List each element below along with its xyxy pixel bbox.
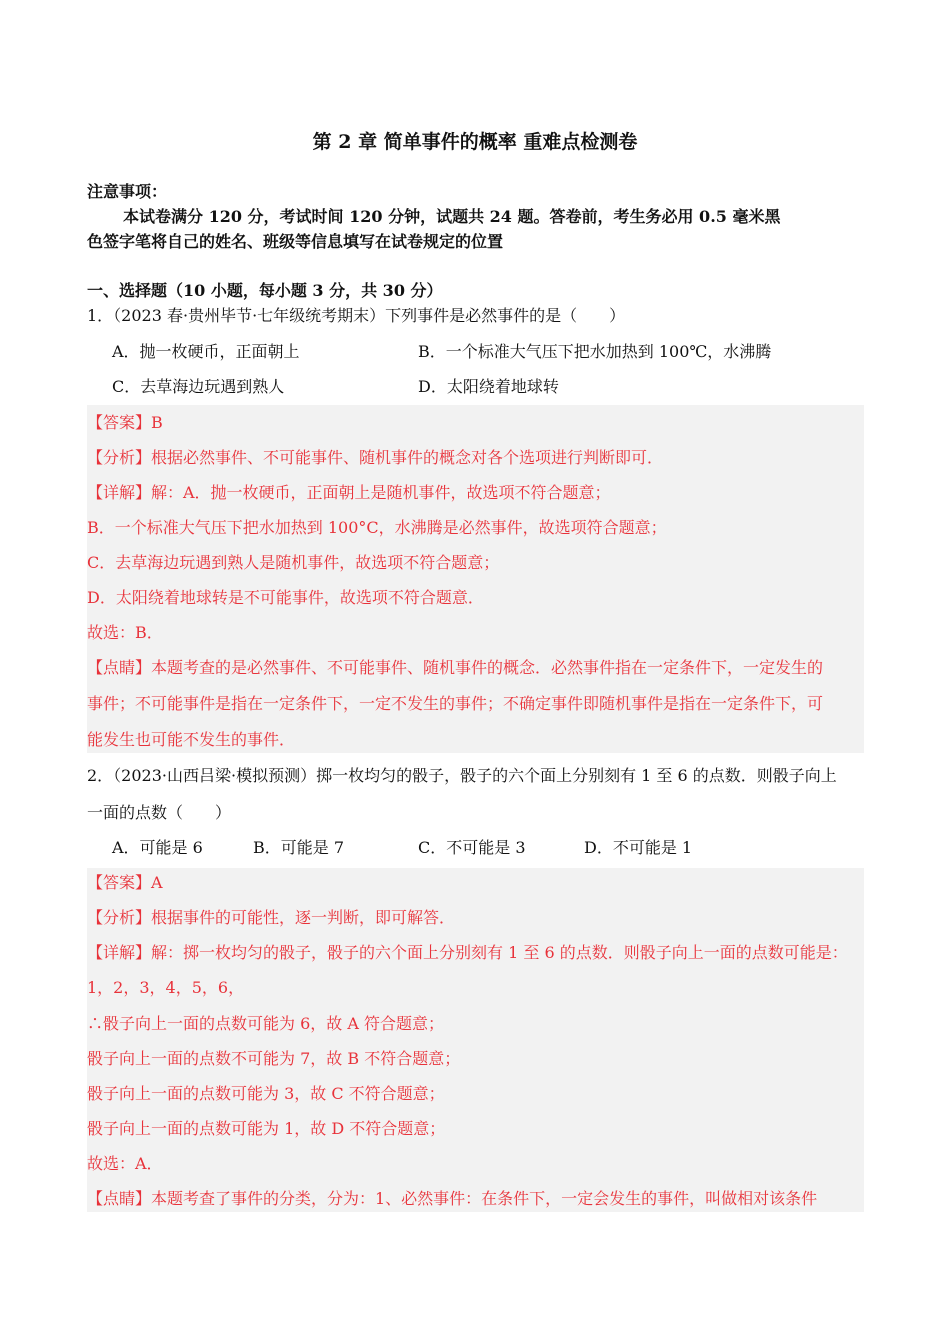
question-1-option-d: D．太阳绕着地球转	[418, 377, 559, 396]
solution-line: ∴骰子向上一面的点数可能为 6，故 A 符合题意；	[87, 1014, 444, 1033]
notice-line: 色签字笔将自己的姓名、班级等信息填写在试卷规定的位置	[87, 232, 504, 251]
question-1-option-c: C．去草海边玩遇到熟人	[112, 377, 285, 396]
solution-line: 【分析】根据事件的可能性，逐一判断，即可解答．	[87, 908, 456, 927]
solution-line: 骰子向上一面的点数可能为 3，故 C 不符合题意；	[87, 1084, 445, 1103]
question-2-option-b: B．可能是 7	[253, 838, 345, 857]
question-2-stem: 一面的点数（ ）	[87, 803, 232, 822]
solution-line: B．一个标准大气压下把水加热到 100°C，水沸腾是必然事件，故选项符合题意；	[87, 518, 667, 537]
question-1-stem: 1．（2023 春·贵州毕节·七年级统考期末）下列事件是必然事件的是（ ）	[87, 306, 626, 325]
question-2-option-a: A．可能是 6	[112, 838, 203, 857]
solution-line: 【点睛】本题考查了事件的分类，分为：1、必然事件：在条件下，一定会发生的事件，叫做相对该条件	[87, 1189, 818, 1208]
solution-line: 骰子向上一面的点数不可能为 7，故 B 不符合题意；	[87, 1049, 461, 1068]
question-1-option-a: A．抛一枚硬币，正面朝上	[112, 342, 300, 361]
notice-line: 本试卷满分 120 分，考试时间 120 分钟，试题共 24 题。答卷前，考生务必用 0.5 毫米黑	[123, 207, 781, 226]
solution-line: C．去草海边玩遇到熟人是随机事件，故选项不符合题意；	[87, 553, 500, 572]
solution-line: 【答案】A	[87, 873, 163, 892]
solution-line: 骰子向上一面的点数可能为 1，故 D 不符合题意；	[87, 1119, 446, 1138]
solution-line: 【点睛】本题考查的是必然事件、不可能事件、随机事件的概念．必然事件指在一定条件下，一定发生的	[87, 658, 824, 677]
question-2-option-c: C．不可能是 3	[418, 838, 526, 857]
solution-line: 能发生也可能不发生的事件．	[87, 730, 296, 749]
question-1-option-b: B．一个标准大气压下把水加热到 100℃，水沸腾	[418, 342, 772, 361]
solution-line: 【答案】B	[87, 413, 163, 432]
solution-line: 事件；不可能事件是指在一定条件下，一定不发生的事件；不确定事件即随机事件是指在一定条件下，可	[87, 694, 824, 713]
solution-line: 1，2，3，4，5，6，	[87, 978, 245, 997]
solution-line: 【详解】解：掷一枚均匀的骰子，骰子的六个面上分别刻有 1 至 6 的点数．则骰子向上一面的点数可能是：	[87, 943, 848, 962]
notice-heading: 注意事项：	[87, 182, 168, 201]
page-title: 第 2 章 简单事件的概率 重难点检测卷	[312, 131, 638, 153]
section-heading: 一、选择题（10 小题，每小题 3 分，共 30 分）	[87, 281, 443, 300]
solution-line: 故选：A．	[87, 1154, 163, 1173]
question-2-option-d: D．不可能是 1	[584, 838, 693, 857]
question-2-stem: 2．（2023·山西吕梁·模拟预测）掷一枚均匀的骰子，骰子的六个面上分别刻有 1 至 6 的点数．则骰子向上	[87, 766, 837, 785]
solution-line: 【分析】根据必然事件、不可能事件、随机事件的概念对各个选项进行判断即可．	[87, 448, 664, 467]
solution-line: 【详解】解：A．抛一枚硬币，正面朝上是随机事件，故选项不符合题意；	[87, 483, 611, 502]
solution-line: D．太阳绕着地球转是不可能事件，故选项不符合题意．	[87, 588, 484, 607]
solution-line: 故选：B．	[87, 623, 163, 642]
